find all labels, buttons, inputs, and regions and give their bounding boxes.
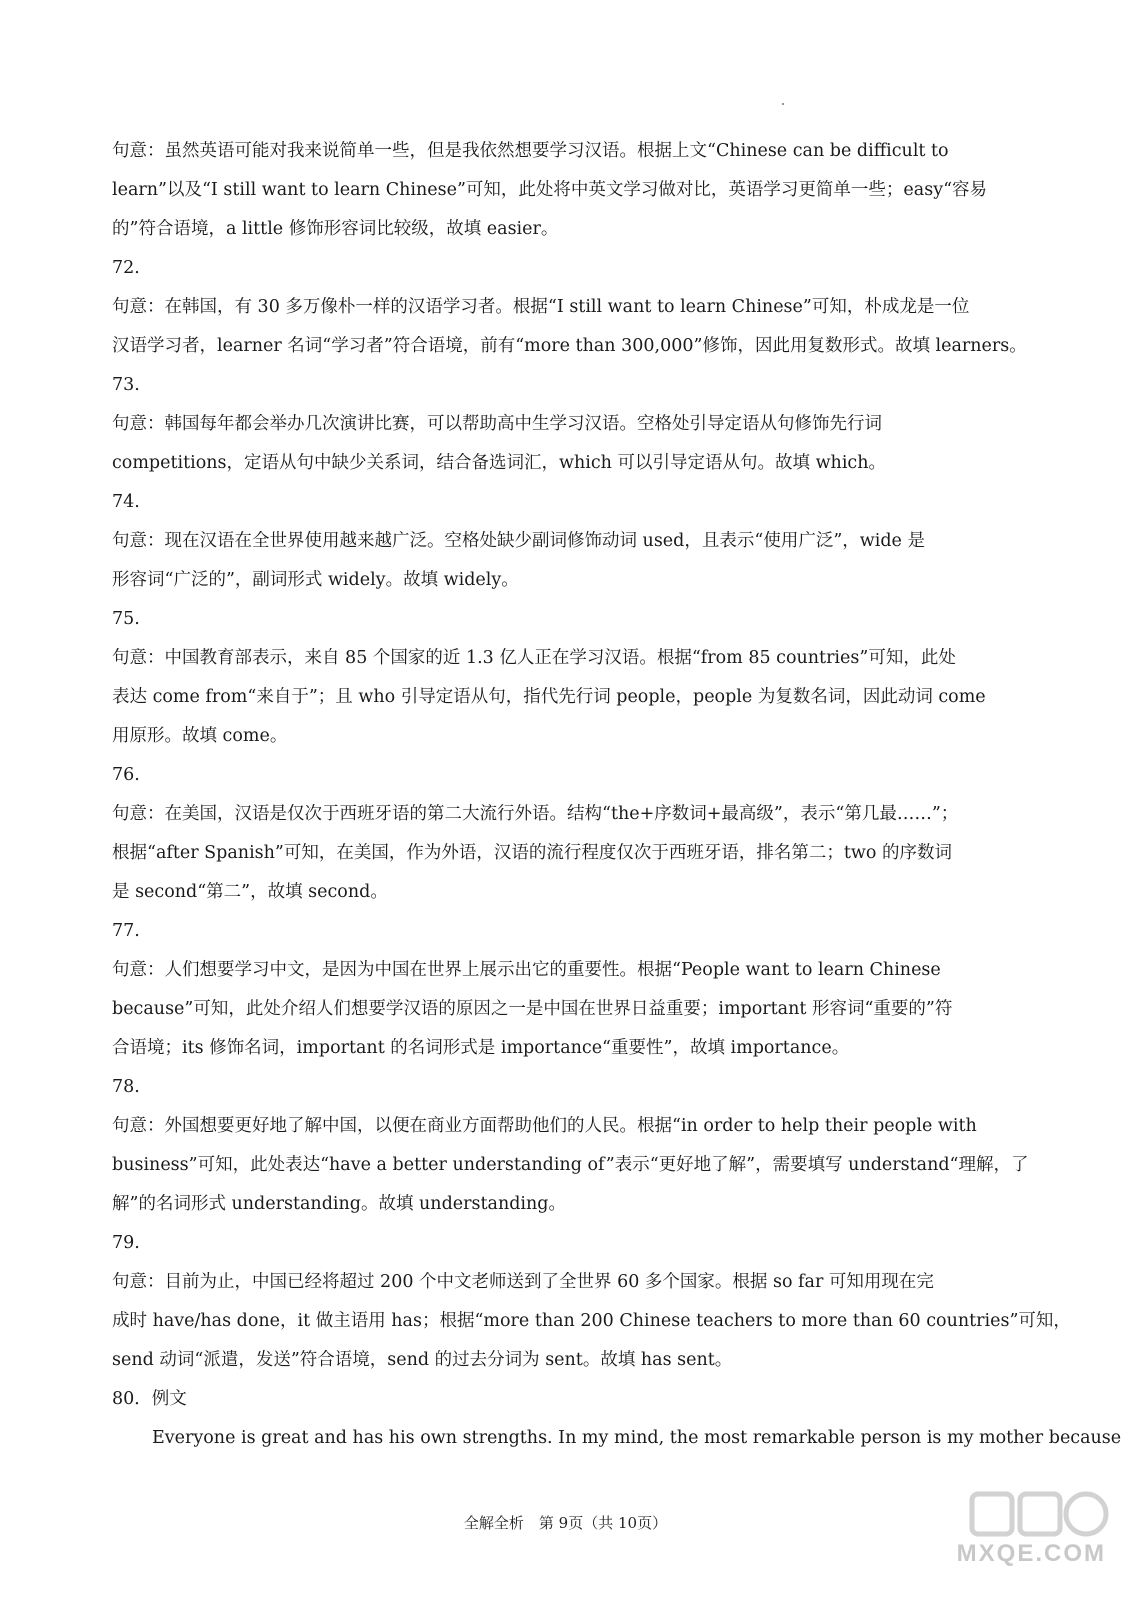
- essay-first-line: Everyone is great and has his own strengths. In my mind, the most remarkable person is my mother because: [152, 1428, 1122, 1448]
- watermark-text: MXQE.COM: [956, 1540, 1106, 1567]
- explanation-72-line-2: 汉语学习者，learner 名词“学习者”符合语境，前有“more than 300,000”修饰，因此用复数形式。故填 learners。: [112, 336, 1027, 356]
- explanation-73-line-1: 句意：韩国每年都会举办几次演讲比赛，可以帮助高中生学习汉语。空格处引导定语从句修饰先行词: [112, 414, 882, 434]
- explanation-78-line-3: 解”的名词形式 understanding。故填 understanding。: [112, 1194, 566, 1214]
- site-watermark: [958, 1488, 1118, 1592]
- explanation-79-line-3: send 动词“派遣，发送”符合语境，send 的过去分词为 sent。故填 has sent。: [112, 1350, 733, 1370]
- question-number-76: 76.: [112, 765, 140, 785]
- explanation-74-line-2: 形容词“广泛的”，副词形式 widely。故填 widely。: [112, 570, 519, 590]
- explanation-75-line-3: 用原形。故填 come。: [112, 726, 288, 746]
- question-number-80: 80．例文: [112, 1389, 187, 1409]
- explanation-79-line-2: 成时 have/has done，it 做主语用 has；根据“more than 200 Chinese teachers to more than 60 countries”可知，: [112, 1311, 1071, 1331]
- explanation-76-line-1: 句意：在美国，汉语是仅次于西班牙语的第二大流行外语。结构“the+序数词+最高级”，表示“第几最……”；: [112, 804, 959, 824]
- question-number-73: 73.: [112, 375, 140, 395]
- explanation-77-line-2: because”可知，此处介绍人们想要学汉语的原因之一是中国在世界日益重要；important 形容词“重要的”符: [112, 999, 953, 1019]
- question-number-79: 79.: [112, 1233, 140, 1253]
- explanation-78-line-2: business”可知，此处表达“have a better understanding of”表示“更好地了解”，需要填写 understand“理解，了: [112, 1155, 1029, 1175]
- explanation-77-line-3: 合语境；its 修饰名词，important 的名词形式是 importance“重要性”，故填 importance。: [112, 1038, 850, 1058]
- explanation-78-line-1: 句意：外国想要更好地了解中国，以便在商业方面帮助他们的人民。根据“in order to help their people with: [112, 1116, 977, 1136]
- explanation-75-line-2: 表达 come from“来自于”；且 who 引导定语从句，指代先行词 people，people 为复数名词，因此动词 come: [112, 687, 986, 707]
- question-number-78: 78.: [112, 1077, 140, 1097]
- page-footer: 全解全析 第 9页（共 10页）: [463, 1514, 668, 1532]
- explanation-71-line-2: learn”以及“I still want to learn Chinese”可知，此处将中英文学习做对比，英语学习更简单一些；easy“容易: [112, 180, 988, 200]
- answer-explanations: [112, 132, 1122, 1458]
- explanation-74-line-1: 句意：现在汉语在全世界使用越来越广泛。空格处缺少副词修饰动词 used，且表示“使用广泛”，wide 是: [112, 531, 925, 551]
- explanation-76-line-3: 是 second“第二”，故填 second。: [112, 882, 388, 902]
- explanation-73-line-2: competitions，定语从句中缺少关系词，结合备选词汇，which 可以引导定语从句。故填 which。: [112, 453, 886, 473]
- question-number-72: 72.: [112, 258, 140, 278]
- explanation-77-line-1: 句意：人们想要学习中文，是因为中国在世界上展示出它的重要性。根据“People want to learn Chinese: [112, 960, 941, 980]
- explanation-75-line-1: 句意：中国教育部表示，来自 85 个国家的近 1.3 亿人正在学习汉语。根据“from 85 countries”可知，此处: [112, 648, 956, 668]
- explanation-72-line-1: 句意：在韩国，有 30 多万像朴一样的汉语学习者。根据“I still want to learn Chinese”可知，朴成龙是一位: [112, 297, 970, 317]
- scan-speck: [782, 103, 784, 105]
- explanation-71-line-1: 句意：虽然英语可能对我来说简单一些，但是我依然想要学习汉语。根据上文“Chinese can be difficult to: [112, 141, 949, 161]
- question-number-75: 75.: [112, 609, 140, 629]
- explanation-79-line-1: 句意：目前为止，中国已经将超过 200 个中文老师送到了全世界 60 多个国家。根据 so far 可知用现在完: [112, 1272, 934, 1292]
- question-number-77: 77.: [112, 921, 140, 941]
- question-number-74: 74.: [112, 492, 140, 512]
- explanation-76-line-2: 根据“after Spanish”可知，在美国，作为外语，汉语的流行程度仅次于西班牙语，排名第二；two 的序数词: [112, 843, 952, 863]
- explanation-71-line-3: 的”符合语境，a little 修饰形容词比较级，故填 easier。: [112, 219, 559, 239]
